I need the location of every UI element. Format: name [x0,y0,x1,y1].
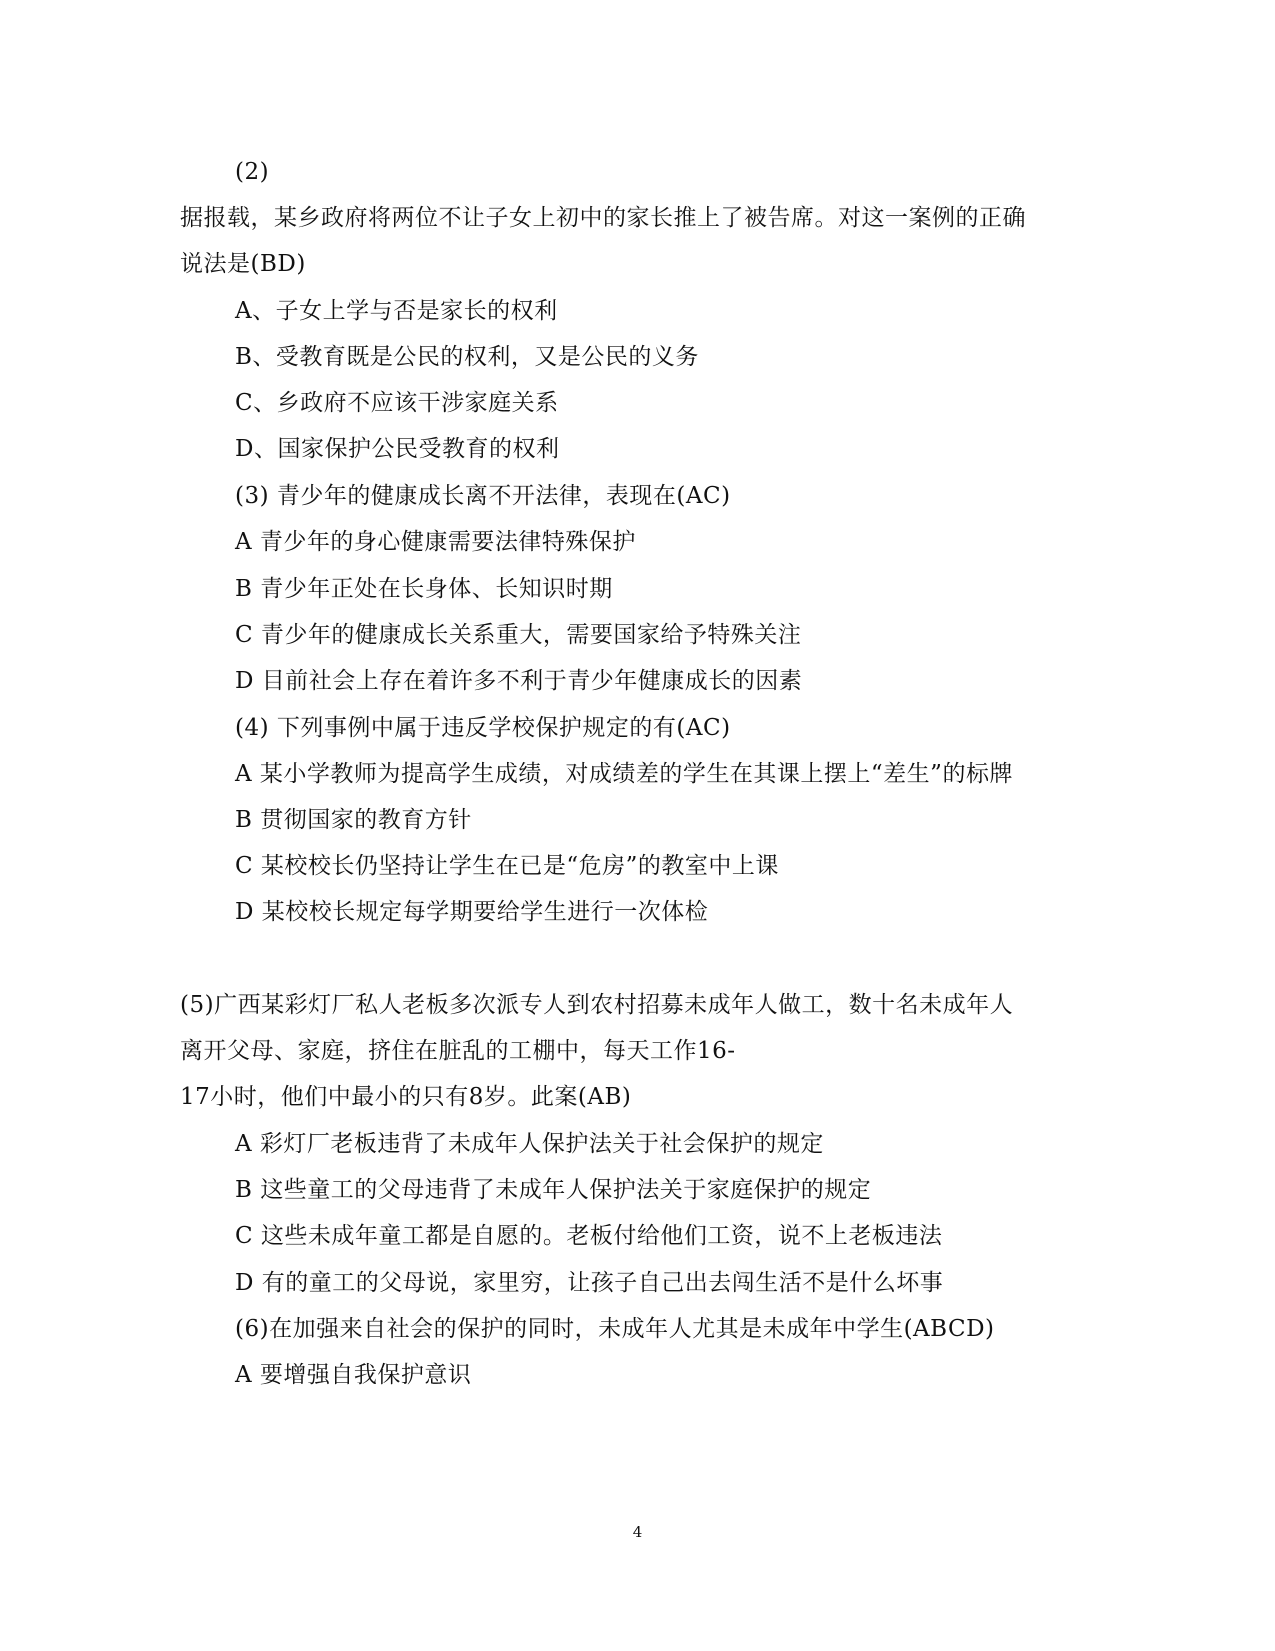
question-6-text: (6)在加强来自社会的保护的同时，未成年人尤其是未成年中学生(ABCD) [235,1316,995,1342]
question-5-option-b: B 这些童工的父母违背了未成年人保护法关于家庭保护的规定 [235,1177,872,1203]
question-2-option-d: D、国家保护公民受教育的权利 [235,436,560,462]
question-4-option-d: D 某校校长规定每学期要给学生进行一次体检 [235,899,709,925]
question-4-option-a: A 某小学教师为提高学生成绩，对成绩差的学生在其课上摆上“差生”的标牌 [235,761,1013,787]
question-4-option-b: B 贯彻国家的教育方针 [235,807,472,833]
question-2-option-c: C、乡政府不应该干涉家庭关系 [235,390,559,416]
question-4-text: (4) 下列事例中属于违反学校保护规定的有(AC) [235,715,731,741]
question-2-option-b: B、受教育既是公民的权利，又是公民的义务 [235,344,699,370]
question-4-option-c: C 某校校长仍坚持让学生在已是“危房”的教室中上课 [235,853,779,879]
question-5-text-line-3: 17小时，他们中最小的只有8岁。此案(AB) [180,1084,632,1110]
question-5-text-line-2: 离开父母、家庭，挤住在脏乱的工棚中，每天工作16- [180,1038,736,1064]
question-2-option-a: A、子女上学与否是家长的权利 [235,298,558,324]
question-3-option-c: C 青少年的健康成长关系重大，需要国家给予特殊关注 [235,622,802,648]
question-3-text: (3) 青少年的健康成长离不开法律，表现在(AC) [235,483,731,509]
question-2-number: (2) [235,159,270,185]
question-3-option-b: B 青少年正处在长身体、长知识时期 [235,576,613,602]
page-number: 4 [632,1523,643,1541]
question-2-text-line-1: 据报载，某乡政府将两位不让子女上初中的家长推上了被告席。对这一案例的正确 [180,205,1026,231]
question-2-text-line-2: 说法是(BD) [180,251,306,277]
question-5-option-c: C 这些未成年童工都是自愿的。老板付给他们工资，说不上老板违法 [235,1223,943,1249]
question-5-text-line-1: (5)广西某彩灯厂私人老板多次派专人到农村招募未成年人做工，数十名未成年人 [180,992,1014,1018]
question-5-option-d: D 有的童工的父母说，家里穷，让孩子自己出去闯生活不是什么坏事 [235,1270,944,1296]
question-5-option-a: A 彩灯厂老板违背了未成年人保护法关于社会保护的规定 [235,1131,824,1157]
question-3-option-d: D 目前社会上存在着许多不利于青少年健康成长的因素 [235,668,803,694]
question-3-option-a: A 青少年的身心健康需要法律特殊保护 [235,529,636,555]
question-6-option-a: A 要增强自我保护意识 [235,1362,472,1388]
